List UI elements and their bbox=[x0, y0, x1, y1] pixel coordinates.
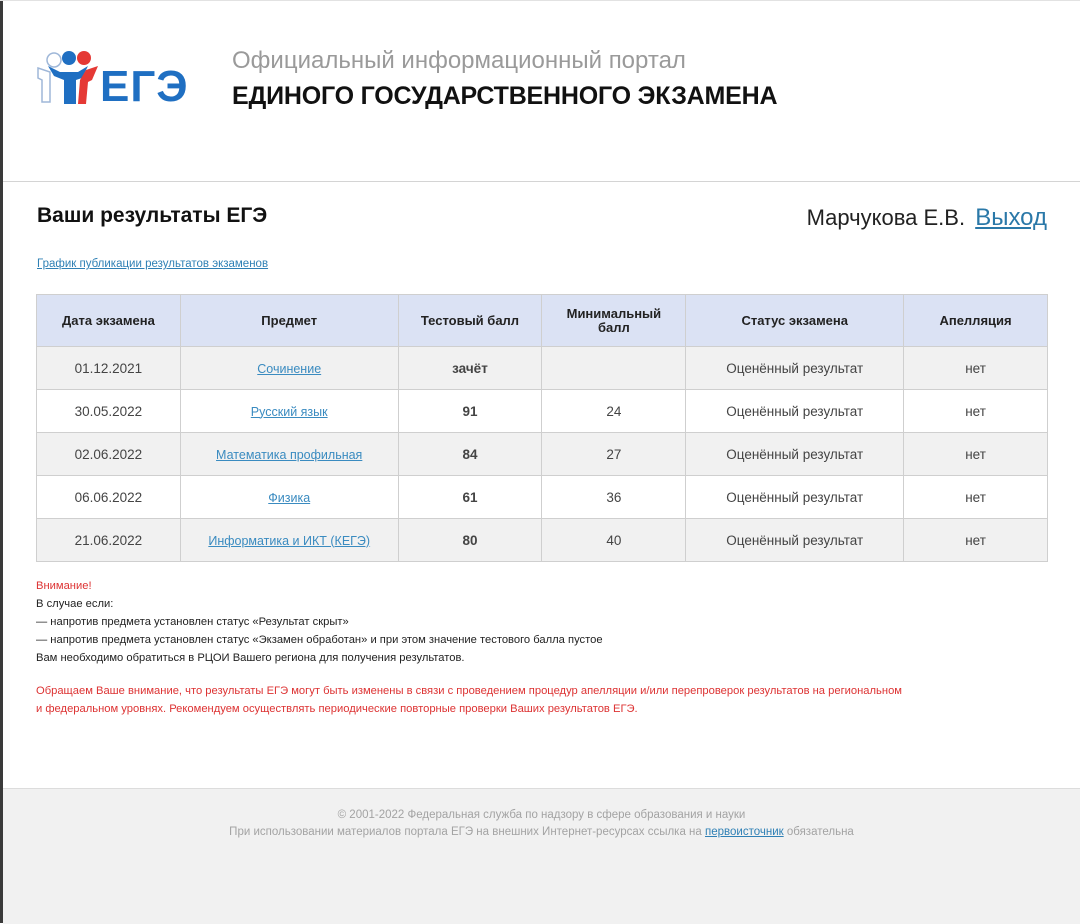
cell-status: Оценённый результат bbox=[686, 476, 904, 519]
header-status: Статус экзамена bbox=[686, 295, 904, 347]
notice-line: — напротив предмета установлен статус «Результат скрыт» bbox=[36, 616, 349, 628]
user-name: Марчукова Е.В. bbox=[806, 205, 966, 230]
notice-line: Вам необходимо обратиться в РЦОИ Вашего региона для получения результатов. bbox=[36, 652, 465, 664]
subject-link[interactable]: Русский язык bbox=[250, 404, 328, 419]
cell-score: 91 bbox=[398, 390, 542, 433]
footer-usage-text-end: обязательна bbox=[783, 826, 854, 838]
site-footer bbox=[3, 788, 1080, 924]
table-row bbox=[37, 390, 1048, 433]
notice-block bbox=[36, 577, 603, 667]
header-min-score: Минимальный балл bbox=[542, 295, 686, 347]
subject-link[interactable]: Физика bbox=[268, 490, 311, 505]
portal-title: ЕДИНОГО ГОСУДАРСТВЕННОГО ЭКЗАМЕНА bbox=[232, 82, 778, 110]
table-row bbox=[37, 476, 1048, 519]
cell-score: зачёт bbox=[398, 347, 542, 390]
notice-red-line: Обращаем Ваше внимание, что результаты ЕГЭ могут быть изменены в связи с проведением процедур апелляции и/или перепроверок результатов на региональном bbox=[36, 685, 902, 697]
logout-link[interactable]: Выход bbox=[975, 204, 1047, 231]
source-link[interactable]: первоисточник bbox=[705, 826, 784, 838]
cell-min-score: 24 bbox=[542, 390, 686, 433]
header-subject: Предмет bbox=[180, 295, 398, 347]
cell-subject bbox=[180, 433, 398, 476]
cell-appeal: нет bbox=[904, 433, 1048, 476]
header-appeal: Апелляция bbox=[904, 295, 1048, 347]
notice-line: — напротив предмета установлен статус «Экзамен обработан» и при этом значение тестового балла пустое bbox=[36, 634, 603, 646]
cell-appeal: нет bbox=[904, 347, 1048, 390]
cell-status: Оценённый результат bbox=[686, 519, 904, 562]
ege-logo-icon bbox=[36, 46, 191, 108]
footer-usage-text: При использовании материалов портала ЕГЭ на внешних Интернет-ресурсах ссылка на bbox=[229, 826, 705, 838]
cell-score: 84 bbox=[398, 433, 542, 476]
cell-min-score bbox=[542, 347, 686, 390]
header-score: Тестовый балл bbox=[398, 295, 542, 347]
subject-link[interactable]: Математика профильная bbox=[216, 447, 363, 462]
table-header-row bbox=[37, 295, 1048, 347]
cell-appeal: нет bbox=[904, 390, 1048, 433]
notice-line: В случае если: bbox=[36, 598, 114, 610]
user-box bbox=[807, 204, 1047, 232]
cell-subject bbox=[180, 347, 398, 390]
cell-score: 61 bbox=[398, 476, 542, 519]
results-table bbox=[36, 294, 1048, 562]
cell-date: 06.06.2022 bbox=[37, 476, 181, 519]
results-change-notice bbox=[36, 682, 902, 718]
svg-text:ЕГЭ: ЕГЭ bbox=[100, 62, 189, 108]
notice-warning: Внимание! bbox=[36, 580, 92, 592]
portal-subtitle: Официальный информационный портал bbox=[232, 47, 686, 74]
cell-score: 80 bbox=[398, 519, 542, 562]
site-header bbox=[3, 0, 1080, 182]
ege-logo[interactable] bbox=[36, 46, 191, 108]
table-row bbox=[37, 347, 1048, 390]
cell-date: 30.05.2022 bbox=[37, 390, 181, 433]
cell-date: 01.12.2021 bbox=[37, 347, 181, 390]
footer-usage bbox=[3, 826, 1080, 838]
footer-copyright: © 2001-2022 Федеральная служба по надзору в сфере образования и науки bbox=[337, 809, 746, 821]
cell-status: Оценённый результат bbox=[686, 347, 904, 390]
cell-appeal: нет bbox=[904, 476, 1048, 519]
cell-date: 02.06.2022 bbox=[37, 433, 181, 476]
cell-subject bbox=[180, 390, 398, 433]
header-date: Дата экзамена bbox=[37, 295, 181, 347]
page-title: Ваши результаты ЕГЭ bbox=[37, 204, 268, 227]
cell-min-score: 40 bbox=[542, 519, 686, 562]
table-row bbox=[37, 433, 1048, 476]
cell-appeal: нет bbox=[904, 519, 1048, 562]
cell-min-score: 27 bbox=[542, 433, 686, 476]
cell-status: Оценённый результат bbox=[686, 390, 904, 433]
table-row bbox=[37, 519, 1048, 562]
cell-date: 21.06.2022 bbox=[37, 519, 181, 562]
cell-subject bbox=[180, 519, 398, 562]
notice-red-line: и федеральном уровнях. Рекомендуем осуществлять периодические повторные проверки Ваших результатов ЕГЭ. bbox=[36, 703, 638, 715]
subject-link[interactable]: Информатика и ИКТ (КЕГЭ) bbox=[208, 533, 371, 548]
cell-status: Оценённый результат bbox=[686, 433, 904, 476]
subject-link[interactable]: Сочинение bbox=[257, 361, 322, 376]
cell-min-score: 36 bbox=[542, 476, 686, 519]
schedule-link[interactable]: График публикации результатов экзаменов bbox=[37, 258, 269, 270]
cell-subject bbox=[180, 476, 398, 519]
